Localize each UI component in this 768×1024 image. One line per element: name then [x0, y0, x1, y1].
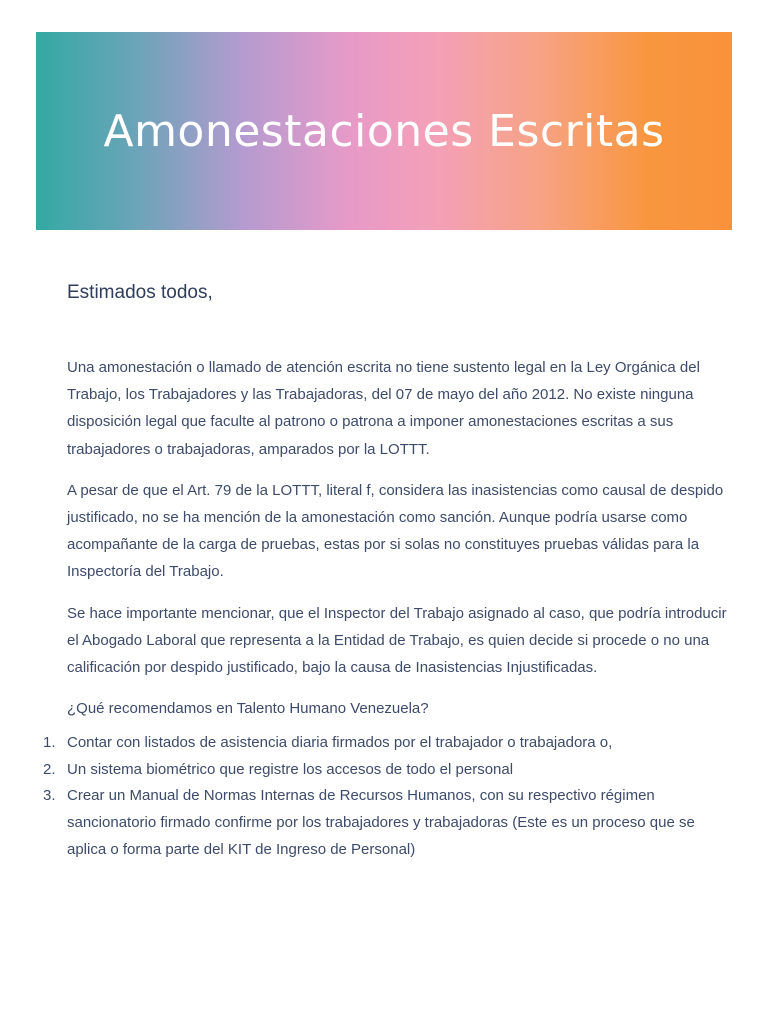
list-item-text: Contar con listados de asistencia diaria firmados por el trabajador o trabajadora o,	[67, 734, 613, 752]
recommendation-list	[43, 730, 735, 863]
list-number: 3.	[43, 787, 56, 805]
title-banner	[36, 32, 732, 230]
list-item	[43, 730, 735, 757]
document-body	[43, 278, 735, 863]
list-item	[43, 757, 735, 784]
paragraph-legal-basis: Una amonestación o llamado de atención escrita no tiene sustento legal en la Ley Orgánica del Trabajo, los Trabajadores y las Trabajadoras, del 07 de mayo del año 2012. No existe ninguna disposición legal que faculte al patrono o patrona a imponer amonestaciones escritas a sus trabajadores o trabajadoras, amparados por la LOTTT.	[67, 359, 700, 458]
greeting: Estimados todos,	[67, 282, 213, 303]
list-item	[43, 783, 735, 863]
recommendation-question: ¿Qué recomendamos en Talento Humano Venezuela?	[67, 700, 429, 718]
list-item-text: Un sistema biométrico que registre los accesos de todo el personal	[67, 760, 514, 778]
paragraph-inspector: Se hace importante mencionar, que el Inspector del Trabajo asignado al caso, que podría introducir el Abogado Laboral que representa a la Entidad de Trabajo, es quien decide si procede o no una calificación por despido justificado, bajo la causa de Inasistencias Injustificadas.	[67, 604, 727, 677]
list-item-text: Crear un Manual de Normas Internas de Recursos Humanos, con su respectivo régimen sancionatorio firmado confirme por los trabajadores y trabajadoras (Este es un proceso que se aplica o forma parte del KIT de Ingreso de Personal)	[67, 787, 695, 858]
page-title: Amonestaciones Escritas	[103, 105, 665, 157]
list-number: 1.	[43, 734, 56, 752]
paragraph-article-79: A pesar de que el Art. 79 de la LOTTT, literal f, considera las inasistencias como causal de despido justificado, no se ha mención de la amonestación como sanción. Aunque podría usarse como acompañante de la carga de pruebas, estas por si solas no constituyes pruebas válidas para la Inspectoría del Trabajo.	[67, 481, 724, 581]
list-number: 2.	[43, 760, 56, 778]
